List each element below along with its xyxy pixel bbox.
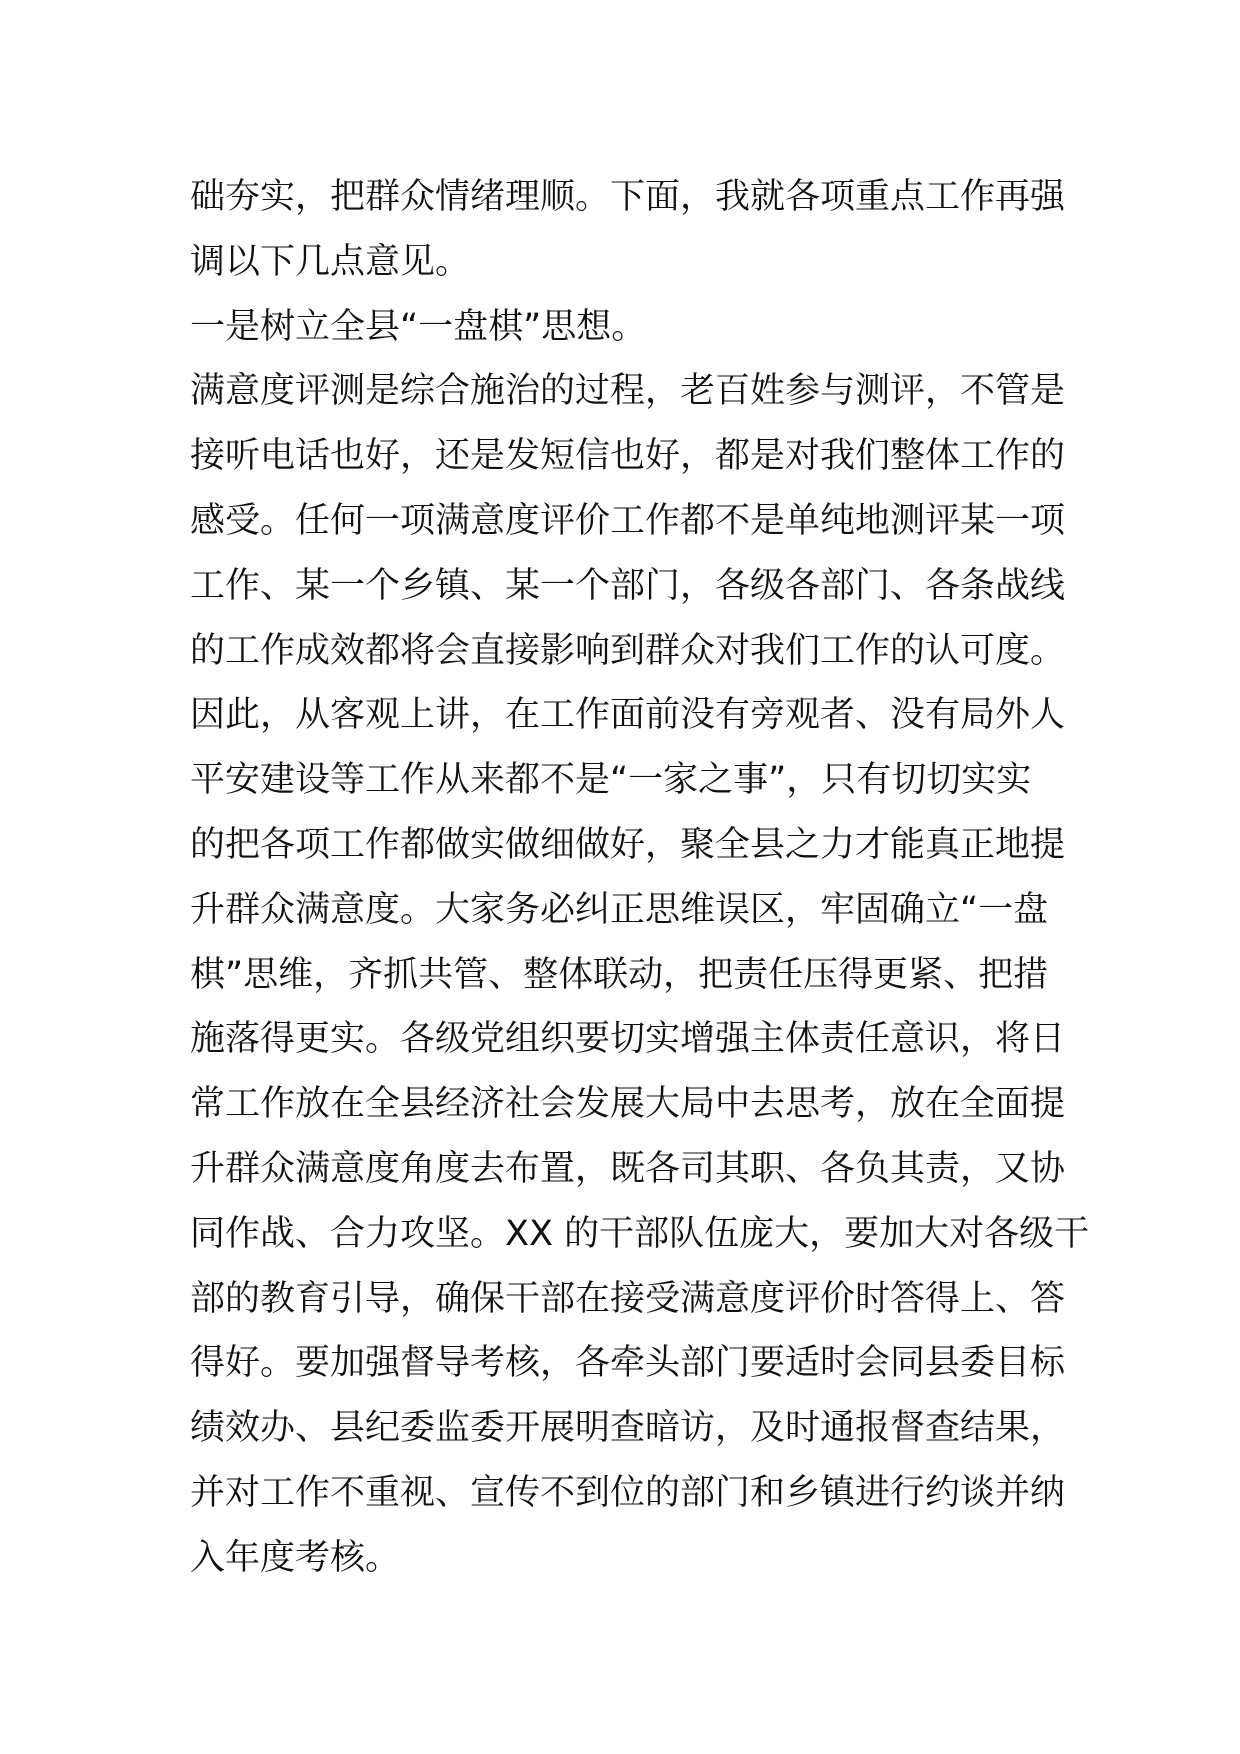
text-line: 因此，从客观上讲，在工作面前没有旁观者、没有局外人 bbox=[190, 695, 1066, 736]
text-line: 入年度考核。 bbox=[190, 1537, 401, 1578]
text-line: 的把各项工作都做实做细做好，聚全县之力才能真正地提 bbox=[190, 824, 1066, 865]
text-line: 绩效办、县纪委监委开展明查暗访，及时通报督查结果， bbox=[190, 1408, 1066, 1449]
text-line: 得好。要加强督导考核，各牵头部门要适时会同县委目标 bbox=[190, 1343, 1066, 1384]
text-line: 常工作放在全县经济社会发展大局中去思考，放在全面提 bbox=[190, 1084, 1066, 1125]
text-line: 升群众满意度。大家务必纠正思维误区，牢固确立“一盘 bbox=[190, 889, 1049, 930]
text-line: 工作、某一个乡镇、某一个部门，各级各部门、各条战线 bbox=[190, 565, 1066, 606]
text-line: 础夯实，把群众情绪理顺。下面，我就各项重点工作再强 bbox=[190, 177, 1066, 217]
text-line: 并对工作不重视、宣传不到位的部门和乡镇进行约谈并纳 bbox=[190, 1472, 1066, 1513]
text-line: 接听电话也好，还是发短信也好，都是对我们整体工作的 bbox=[190, 436, 1066, 477]
body-text bbox=[190, 165, 1090, 1591]
text-line: 的工作成效都将会直接影响到群众对我们工作的认可度。 bbox=[190, 630, 1066, 671]
text-line: 满意度评测是综合施治的过程，老百姓参与测评，不管是 bbox=[190, 371, 1066, 412]
section-heading: 一是树立全县“一盘棋”思想。 bbox=[190, 306, 647, 347]
text-line: 棋”思维，齐抓共管、整体联动，把责任压得更紧、把措 bbox=[190, 954, 1049, 995]
text-line: 感受。任何一项满意度评价工作都不是单纯地测评某一项 bbox=[190, 500, 1066, 541]
text-line: 升群众满意度角度去布置，既各司其职、各负其责，又协 bbox=[190, 1148, 1066, 1189]
text-line: 施落得更实。各级党组织要切实增强主体责任意识，将日 bbox=[190, 1019, 1066, 1060]
text-line: 平安建设等工作从来都不是“一家之事”，只有切切实实 bbox=[190, 760, 1032, 801]
text-line: 部的教育引导，确保干部在接受满意度评价时答得上、答 bbox=[190, 1278, 1066, 1319]
text-line: 调以下几点意见。 bbox=[190, 241, 471, 282]
text-line: 同作战、合力攻坚。XX 的干部队伍庞大，要加大对各级干 bbox=[190, 1213, 1090, 1254]
